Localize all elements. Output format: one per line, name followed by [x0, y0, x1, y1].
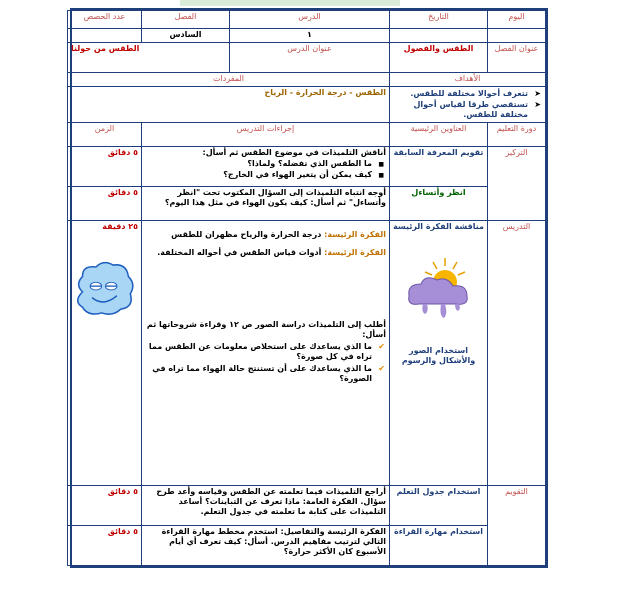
- day-value: [488, 29, 546, 43]
- sun-cloud-illustration: [393, 254, 484, 324]
- main-idea-2: [145, 248, 386, 258]
- cloud-face-illustration: [71, 258, 138, 320]
- goals-list: [393, 89, 542, 120]
- images-intro: أطلب إلى التلميذات دراسة الصور ص ١٢ وقراءة شروحاتها ثم أسأل:: [146, 320, 386, 339]
- focus-procedure-2: أوجه انتباه التلميذات إلى السؤال المكتوب تحت "انظر وأتساءل" ثم أسأل: كيف يكون الهواء في مثل هذا اليوم؟: [142, 187, 390, 221]
- teach-headings-cell: [390, 221, 488, 486]
- vocab-label: المفردات: [68, 73, 390, 87]
- lesson-title: الطقس من حولنا: [68, 43, 230, 73]
- periods-label: عدد الحصص: [68, 11, 142, 29]
- lesson-label: الدرس: [230, 11, 390, 29]
- assess-procedure-1: أراجع التلميذات فيما تعلمته عن الطقس وقياسه وأعد طرح سؤال. الفكرة العامة: ماذا تعرف عن التباينات؟ أساعد التلميذات على كتابة ما تعلمته في جدول التعلم.: [142, 486, 390, 526]
- lesson-plan-table: [67, 10, 546, 566]
- focus-question: ■ كيف يمكن أن يتغير الهواء في الخارج؟: [145, 170, 372, 180]
- time-focus-2: ٥ دقائق: [68, 187, 142, 221]
- stage-assess: التقويم: [488, 486, 546, 566]
- heading-prior-knowledge: تقويم المعرفة السابقة: [390, 147, 488, 187]
- stage-teach: التدريس: [488, 221, 546, 486]
- focus-intro: أناقش التلميذات في موضوع الطقس ثم أسأل:: [202, 148, 386, 157]
- heading-images-diagrams: استخدام الصور والأشكال والرسوم: [401, 346, 476, 365]
- smiling-cloud-face-icon: [71, 258, 138, 320]
- goal-item: ➤ تستقصي طرقا لقياس أحوال مختلفة للطقس.: [393, 100, 528, 120]
- time-assess-2: ٥ دقائق: [68, 526, 142, 566]
- stage-column-header: دورة التعليم: [488, 123, 546, 147]
- images-question: ✔ ما الذي يساعدك على استخلاص معلومات عن الطقس مما تراه في كل صورة؟: [145, 342, 372, 362]
- focus-procedure-1: [142, 147, 390, 187]
- chapter-value: السادس: [142, 29, 230, 43]
- teach-procedures-cell: [142, 221, 390, 486]
- stage-focus: التركيز: [488, 147, 546, 221]
- time-column-header: الزمن: [68, 123, 142, 147]
- main-idea-1-label: الفكرة الرئيسة:: [324, 230, 386, 239]
- date-label: التاريخ: [390, 11, 488, 29]
- time-focus-1: ٥ دقائق: [68, 147, 142, 187]
- chapter-title-label: عنوان الفصل: [488, 43, 546, 73]
- main-idea-1: [145, 230, 386, 240]
- heading-main-idea-discussion: مناقشة الفكرة الرئيسة: [393, 222, 484, 231]
- heading-look-wonder: انظر وأتساءل: [390, 187, 488, 221]
- focus-question: ■ ما الطقس الذي تفضله؟ ولماذا؟: [145, 159, 372, 169]
- lesson-number: ١: [230, 29, 390, 43]
- vocab-text: الطقس - درجة الحرارة - الرياح: [68, 87, 390, 123]
- main-idea-2-text: أدوات قياس الطقس في أحواله المختلفة.: [157, 248, 322, 257]
- images-question: ✔ ما الذي يساعدك على أن تستنتج حالة الهواء مما تراه في الصورة؟: [145, 364, 372, 384]
- focus-question-list: [145, 159, 386, 180]
- goals-list-cell: [390, 87, 546, 123]
- time-teach: ٢٥ دقيقة: [102, 222, 138, 231]
- goal-item: ➤ تتعرف أحوالا مختلفة للطقس.: [393, 89, 528, 99]
- lesson-plan-sheet: [70, 8, 548, 568]
- main-idea-2-label: الفكرة الرئيسة:: [324, 248, 386, 257]
- date-value: [390, 29, 488, 43]
- top-decoration-strip: [180, 0, 400, 6]
- periods-value: [68, 29, 142, 43]
- goals-label: الأهداف: [390, 73, 546, 87]
- chapter-title: الطقس والفصول: [390, 43, 488, 73]
- chapter-label: الفصل: [142, 11, 230, 29]
- day-label: اليوم: [488, 11, 546, 29]
- lesson-title-label: عنوان الدرس: [230, 43, 390, 73]
- sun-behind-rain-cloud-icon: [399, 254, 479, 324]
- headings-column-header: العناوين الرئيسية: [390, 123, 488, 147]
- time-assess-1: ٥ دقائق: [68, 486, 142, 526]
- teach-time-cell: [68, 221, 142, 486]
- heading-reading-skill: استخدام مهارة القراءة: [390, 526, 488, 566]
- images-question-list: [145, 342, 386, 384]
- procedures-column-header: إجراءات التدريس: [142, 123, 390, 147]
- heading-learning-table: استخدام جدول التعلم: [390, 486, 488, 526]
- assess-procedure-2: الفكرة الرئيسة والتفاصيل: استخدم مخطط مهارة القراءة التالي لترتيب مفاهيم الدرس. أسأل: كيف تعرف أي أيام الأسبوع كان الأكثر حرارة؟: [142, 526, 390, 566]
- main-idea-1-text: درجة الحرارة والرياح مظهران للطقس: [171, 230, 322, 239]
